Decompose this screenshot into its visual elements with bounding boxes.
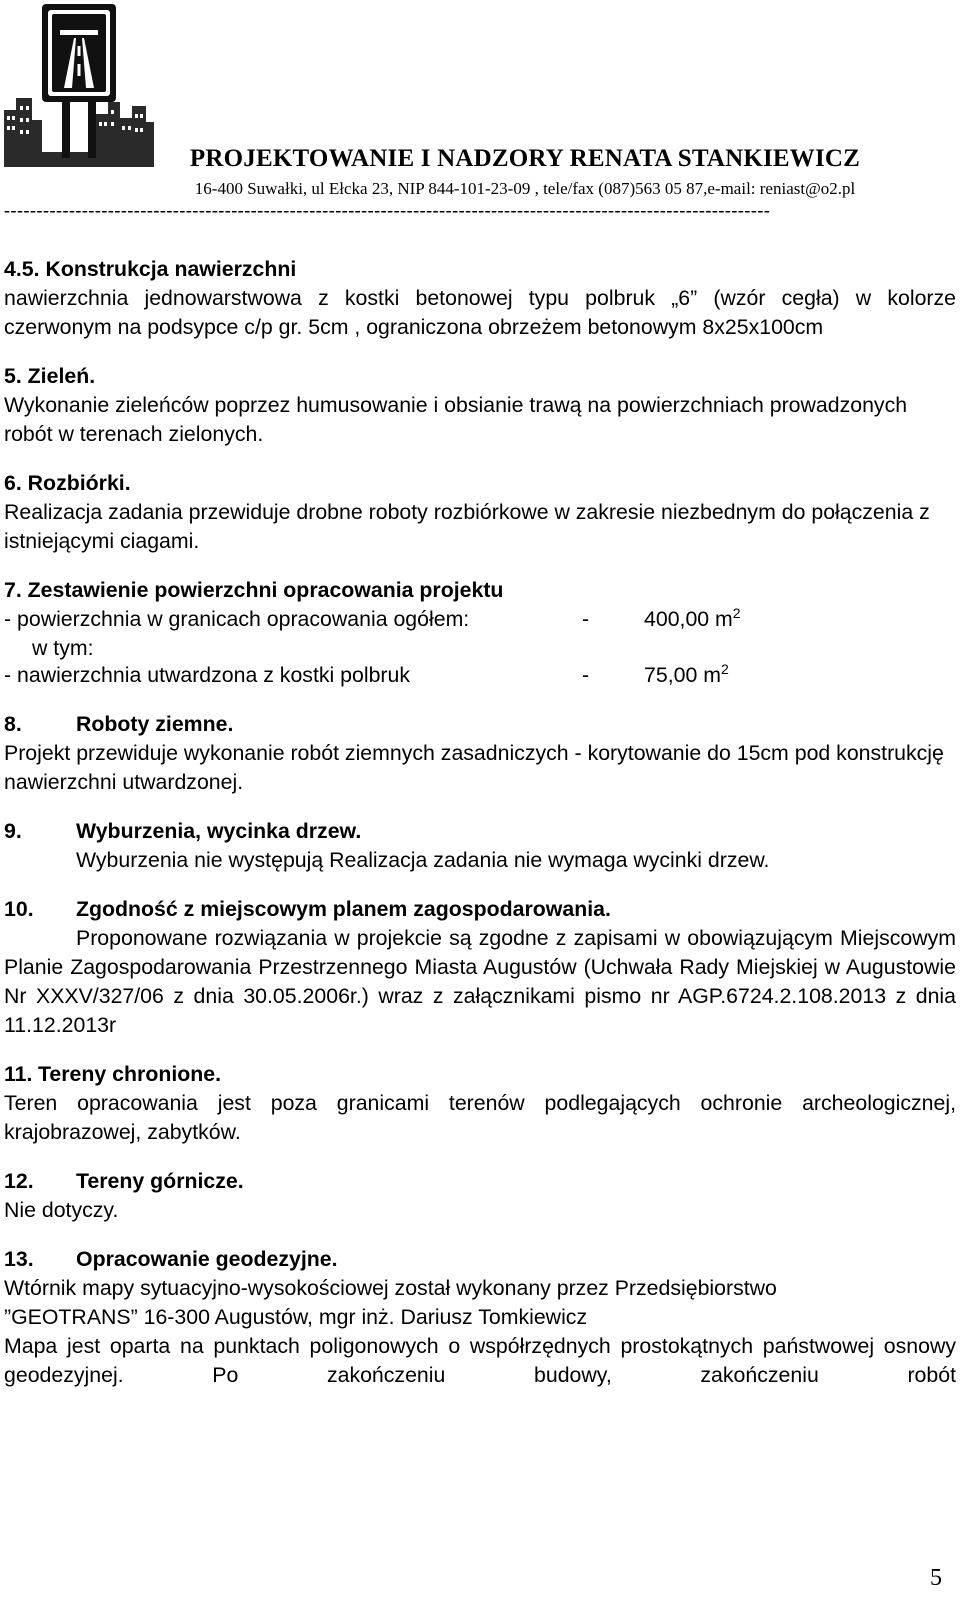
section-5 [4,362,956,449]
section-heading: 4.5. Konstrukcja nawierzchni [4,257,297,281]
company-logo [4,2,154,167]
area-label: - powierzchnia w granicach opracowania ogółem: [4,607,470,631]
section-6 [4,469,956,556]
section-heading: 11. Tereny chronione. [4,1062,222,1086]
section-text: nawierzchnia jednowarstwowa z kostki betonowej typu polbruk „6” (wzór cegła) w kolorze czerwonym na podsypce c/p gr. 5cm , ograniczona obrzeżem betonowym 8x25x100cm [4,286,956,339]
area-dash: - [582,663,590,687]
section-heading: 10. Zgodność z miejscowym planem zagospodarowania. [4,897,611,921]
section-heading: 8. Roboty ziemne. [4,712,234,736]
area-value: 75,00 $m^2$ [644,660,729,687]
section-heading: 9. Wyburzenia, wycinka drzew. [4,819,362,843]
section-4-5 [4,255,956,342]
section-text: Projekt przewiduje wykonanie robót ziemnych zasadniczych - korytowanie do 15cm pod konstrukcję nawierzchni utwardzonej. [4,741,944,794]
section-10 [4,895,956,1040]
section-text: Wyburzenia nie występują Realizacja zadania nie wymaga wycinki drzew. [76,848,770,872]
section-text: Teren opracowania jest poza granicami terenów podlegających ochronie archeologicznej, krajobrazowej, zabytków. [4,1091,956,1144]
section-13 [4,1245,956,1390]
area-total-row [4,605,956,634]
page-number: 5 [930,1565,942,1591]
section-line: Wtórnik mapy sytuacyjno-wysokościowej został wykonany przez Przedsiębiorstwo [4,1276,777,1300]
section-heading: 5. Zieleń. [4,364,96,388]
section-text: Realizacja zadania przewiduje drobne roboty rozbiórkowe w zakresie niezbednym do połączenia z istniejącymi ciagami. [4,500,930,553]
section-text: Nie dotyczy. [4,1198,119,1222]
section-text: Mapa jest oparta na punktach poligonowych o współrzędnych prostokątnych państwowej osnowy geodezyjnej. Po zakończeniu budowy, zakończeniu robót [4,1334,956,1387]
area-subhead-row [4,634,956,661]
section-text: Proponowane rozwiązania w projekcie są zgodne z zapisami w obowiązującym Miejscowym Planie Zagospodarowania Przestrzennego Miasta Augustów (Uchwała Rady Miejskiej w Augustowie Nr XXXV/327/06 z dnia 30.05.2006r.) wraz z załącznikami pismo nr AGP.6724.2.108.2013 z dnia [4,926,956,1008]
section-heading: 12. Tereny górnicze. [4,1169,244,1193]
header-rule: ---------------------------------------------------------------------------------------------------------------------- [4,200,771,220]
section-text: Wykonanie zieleńców poprzez humusowanie i obsianie trawą na powierzchniach prowadzonych robót w terenach zielonych. [4,393,908,446]
section-12 [4,1167,956,1225]
area-dash: - [582,607,590,631]
area-label: - nawierzchnia utwardzona z kostki polbruk [4,663,411,687]
section-7 [4,576,956,690]
section-text-end: 11.12.2013r [4,1013,117,1037]
section-11 [4,1060,956,1147]
section-heading: 13. Opracowanie geodezyjne. [4,1247,338,1271]
area-value: 400,00 $m^2$ [644,604,741,631]
area-subhead: w tym: [32,636,94,660]
section-8 [4,710,956,797]
area-paved-row [4,661,956,690]
company-address: 16-400 Suwałki, ul Ełcka 23, NIP 844-101-23-09 , tele/fax (087)563 05 87,e-mail: reniast@o2.pl [194,179,856,198]
document-body [4,255,956,1410]
section-line: ”GEOTRANS” 16-300 Augustów, mgr inż. Dariusz Tomkiewicz [4,1305,588,1329]
section-9 [4,817,956,875]
section-heading: 6. Rozbiórki. [4,471,131,495]
section-heading: 7. Zestawienie powierzchni opracowania projektu [4,578,504,602]
company-name: PROJEKTOWANIE I NADZORY RENATA STANKIEWICZ [189,145,861,172]
